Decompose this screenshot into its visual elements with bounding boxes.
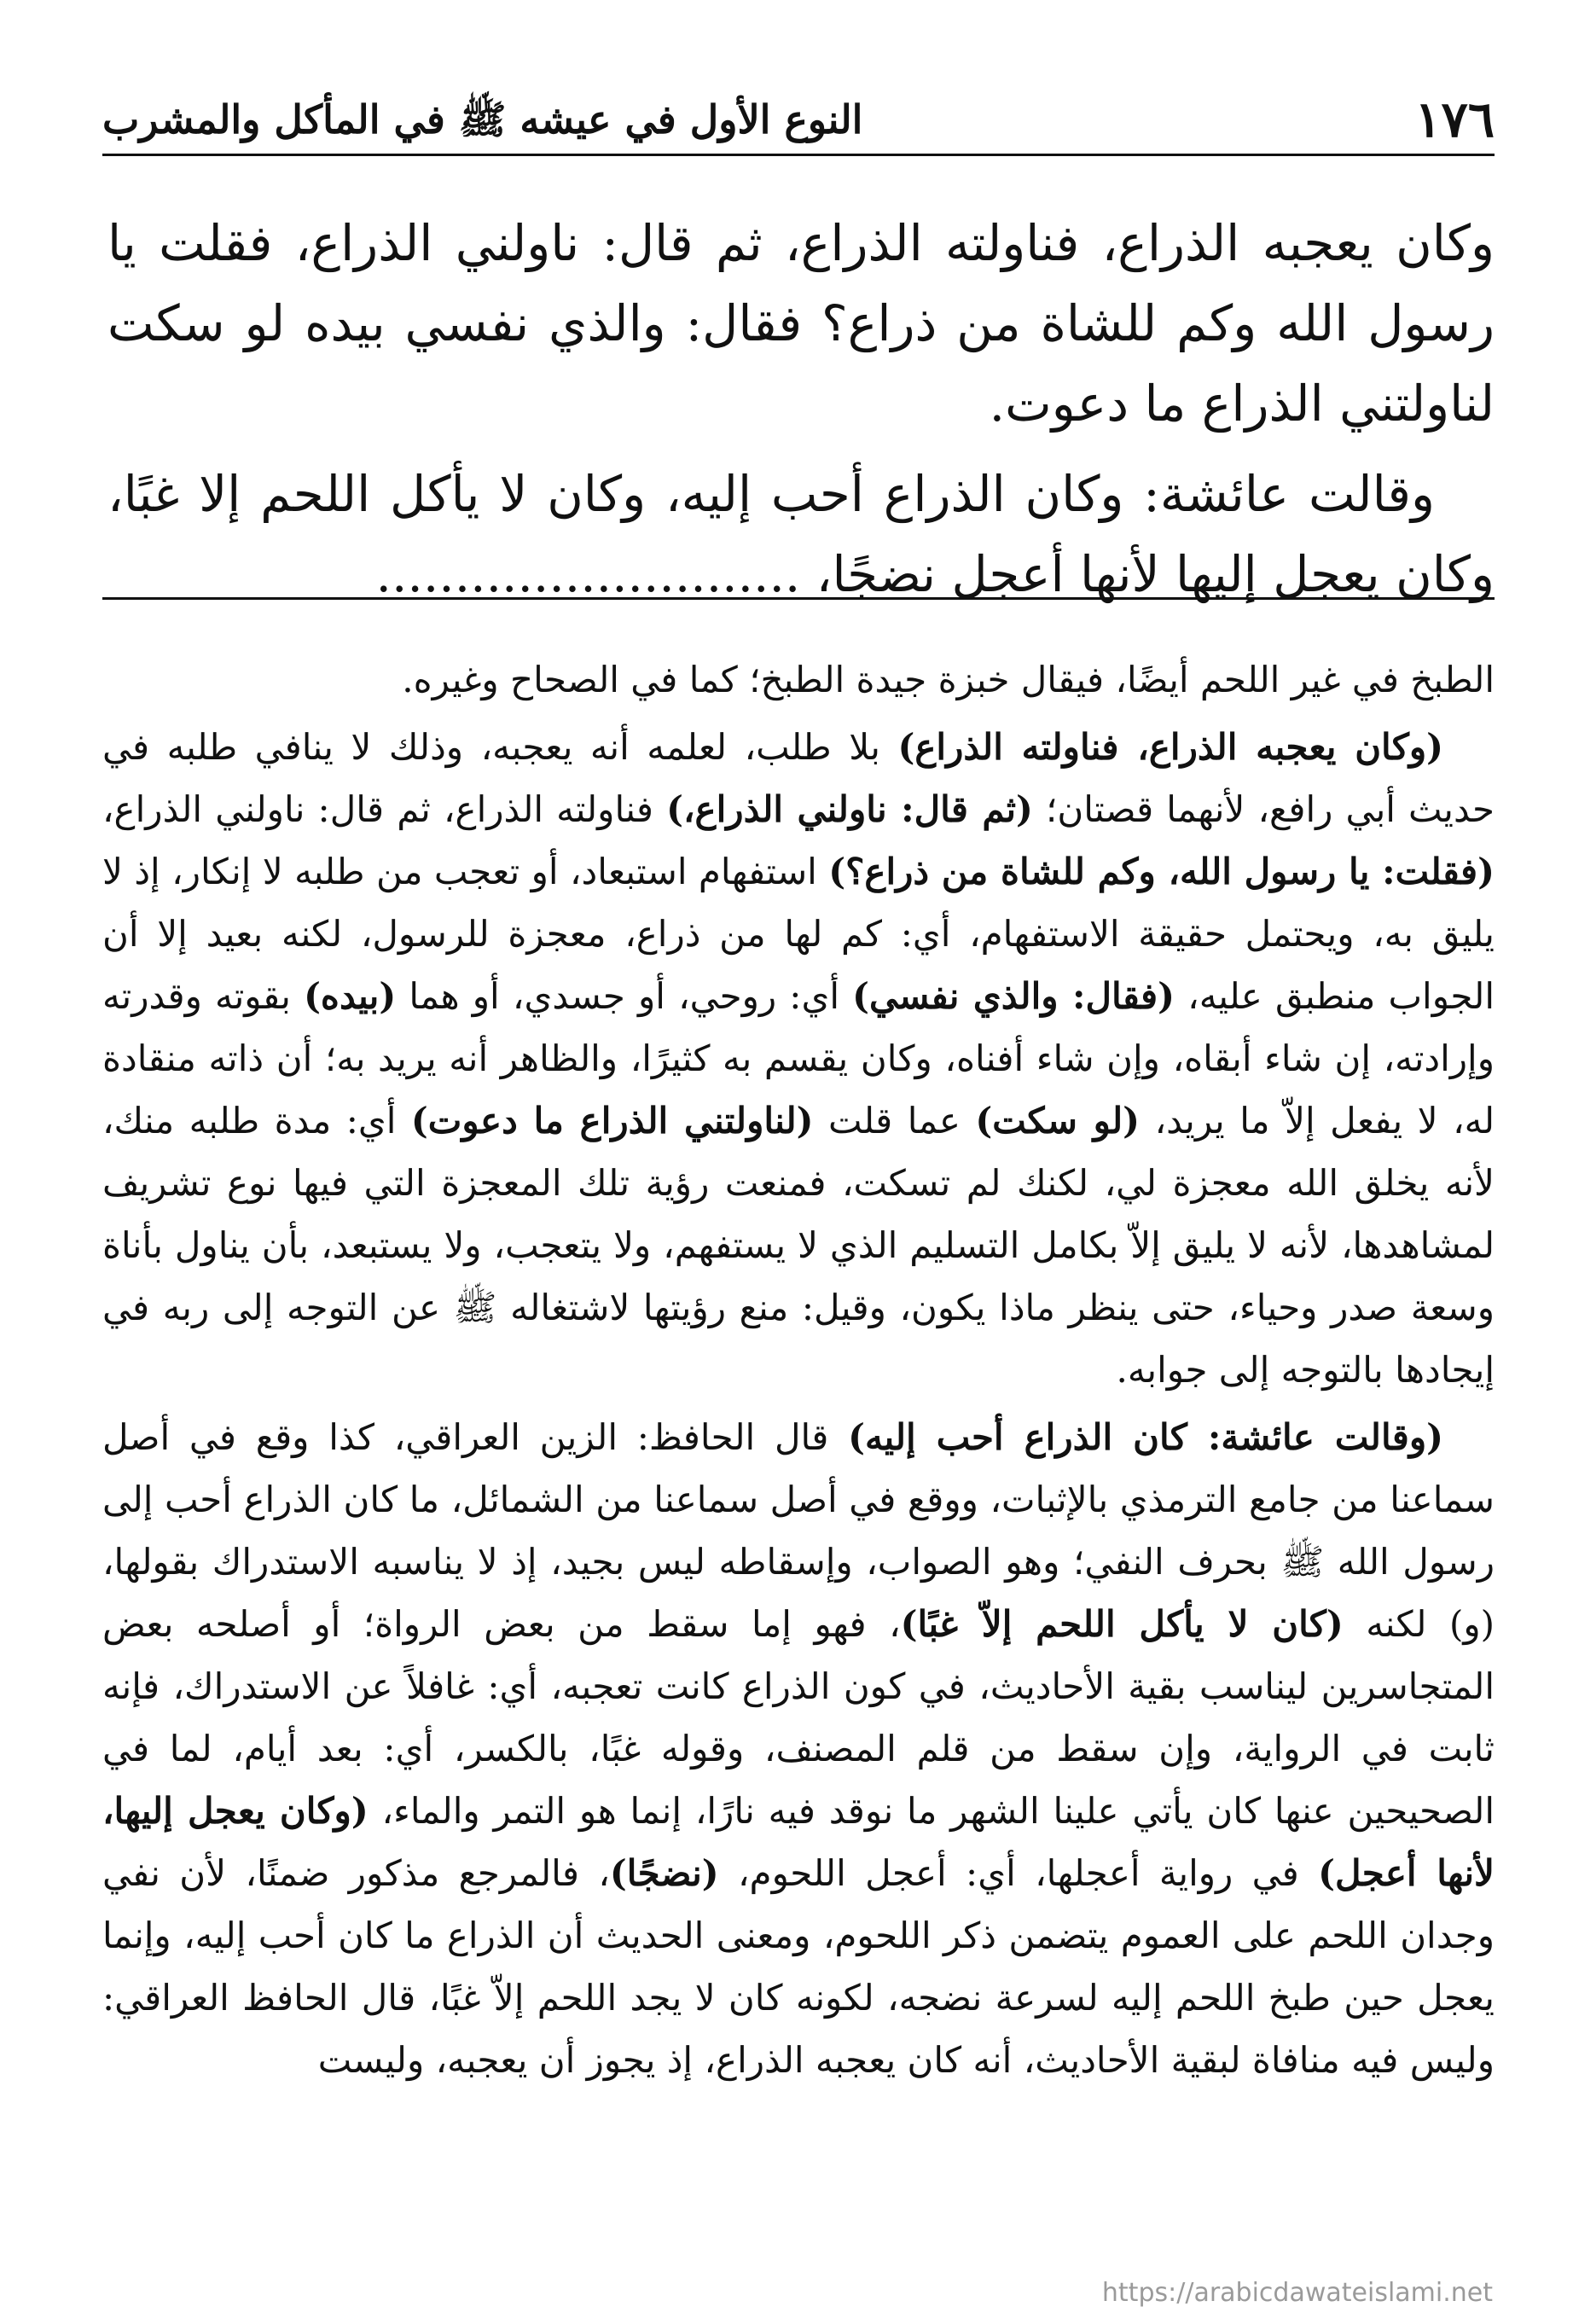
commentary-run: أي: مدة طلبه منك، لأنه يخلق الله معجزة لي، لكنك لم تسكت، فمنعت رؤية تلك المعجزة التي فيها نوع تشريف لمشاهدها، لأنه لا يليق إلاّ بكامل التسليم الذي لا يستفهم، ولا يتعجب، ولا يستبعد، بأن يناول بأناة وسعة صدر وحياء، حتى ينظر ماذا يكون، وقيل: منع رؤيتها لاشتغاله ﷺ عن التوجه إلى ربه في إيجادها بالتوجه إلى جوابه. [102,1100,1495,1391]
quoted-phrase: (نضجًا) [609,1852,719,1894]
watermark-url: https://arabicdawateislami.net [1101,2278,1493,2308]
commentary-run: الطبخ في غير اللحم أيضًا، فيقال خبزة جيدة الطبخ؛ كما في الصحاح وغيره. [402,659,1495,700]
commentary-run: أي: روحي، أو جسدي، أو هما [396,975,853,1017]
commentary-run: استفهام استبعاد، أو تعجب من طلبه لا إنكار، إذ لا يليق به، ويحتمل حقيقة الاستفهام، أي: كم لها من ذراع، معجزة للرسول، لكنه بعيد إلا أن الجواب منطبق عليه، [102,851,1495,1017]
commentary-run: قال الحافظ: الزين العراقي، كذا وقع في أصل سماعنا من جامع الترمذي بالإثبات، ووقع في أصل سماعنا من الشمائل، ما كان الذراع أحب إلى رسول الله ﷺ بحرف النفي؛ وهو الصواب، وإسقاطه ليس بجيد، إذ لا يناسبه الاستدراك بقولها، (و) لكنه [102,1416,1495,1645]
quoted-phrase: (وكان يعجبه الذراع، فناولته الذراع) [897,726,1443,768]
quoted-phrase: (لو سكت) [975,1100,1141,1142]
quoted-phrase: (لناولتني الذراع ما دعوت) [410,1100,814,1142]
commentary-run: فناولته الذراع، ثم قال: ناولني الذراع، [102,788,667,830]
commentary-run: بلا طلب، لعلمه أنه يعجبه، وذلك لا ينافي طلبه في حديث أبي رافع، لأنهما قصتان؛ [102,726,1495,830]
page-number: ١٧٦ [1414,90,1495,148]
quoted-phrase: (كان لا يأكل اللحم إلاّ غبًا) [900,1603,1344,1645]
chapter-title: النوع الأول في عيشه ﷺ في المأكل والمشرب [102,96,863,142]
hadith-paragraph-text: وكان يعجبه الذراع، فناولته الذراع، ثم قال: ناولني الذراع، فقلت يا رسول الله وكم للشاة من ذراع؟ فقال: والذي نفسي بيده لو سكت لناولتني الذراع ما دعوت. [107,214,1495,433]
quoted-phrase: (وقالت عائشة: كان الذراع أحب إليه) [848,1416,1443,1458]
section-divider [102,597,1495,600]
commentary-paragraph [102,648,1495,711]
commentary-paragraph [102,716,1495,1401]
hadith-paragraph [107,203,1495,444]
commentary-run: ، فالمرجع مذكور ضمنًا، لأن نفي وجدان اللحم على العموم يتضمن ذكر اللحوم، ومعنى الحديث أن الذراع ما كان أحب إليه، وإنما يعجل حين طبخ اللحم إليه لسرعة نضجه، لكونه كان لا يجد اللحم إلاّ غبًا، قال الحافظ العراقي: وليس فيه منافاة لبقية الأحاديث، أنه كان يعجبه الذراع، إذ يجوز أن يعجبه، وليست [102,1852,1495,2081]
commentary-run: ، فهو إما سقط من بعض الرواة؛ أو أصلحه بعض المتجاسرين ليناسب بقية الأحاديث، في كون الذراع كانت تعجبه، أي: غافلاً عن الاستدراك، فإنه ثابت في الرواية، وإن سقط من قلم المصنف، وقوله غبًا، بالكسر، أي: بعد أيام، لما في الصحيحين عنها كان يأتي علينا الشهر ما نوقد فيه نارًا، إنما هو التمر والماء، [102,1603,1495,1832]
quoted-phrase: (ثم قال: ناولني الذراع،) [666,788,1033,830]
commentary-run: في رواية أعجلها، أي: أعجل اللحوم، [718,1852,1319,1894]
commentary-paragraph [102,1406,1495,2091]
commentary-text [102,648,1495,2096]
quoted-phrase: (بيده) [304,975,397,1017]
hadith-paragraph [107,454,1495,614]
quoted-phrase: (فقال: والذي نفسي) [852,975,1175,1017]
commentary-run: بقوته وقدرته وإرادته، إن شاء أبقاه، وإن شاء أفناه، وكان يقسم به كثيرًا، والظاهر أنه يريد به؛ أن ذاته منقادة له، لا يفعل إلاّ ما يريد، [102,975,1495,1142]
running-header [102,84,1495,156]
commentary-run: عما قلت [813,1100,976,1142]
continuation-dots: ........................... [375,545,801,603]
quoted-phrase: (وكان يعجل إليها، لأنها أعجل) [102,1790,1495,1894]
hadith-text [107,203,1495,614]
hadith-paragraph-text: وقالت عائشة: وكان الذراع أحب إليه، وكان لا يأكل اللحم إلا غبًا، وكان يعجل إليها لأنها أعجل نضجًا، [107,465,1495,603]
quoted-phrase: (فقلت: يا رسول الله، وكم للشاة من ذراع؟) [828,851,1495,892]
